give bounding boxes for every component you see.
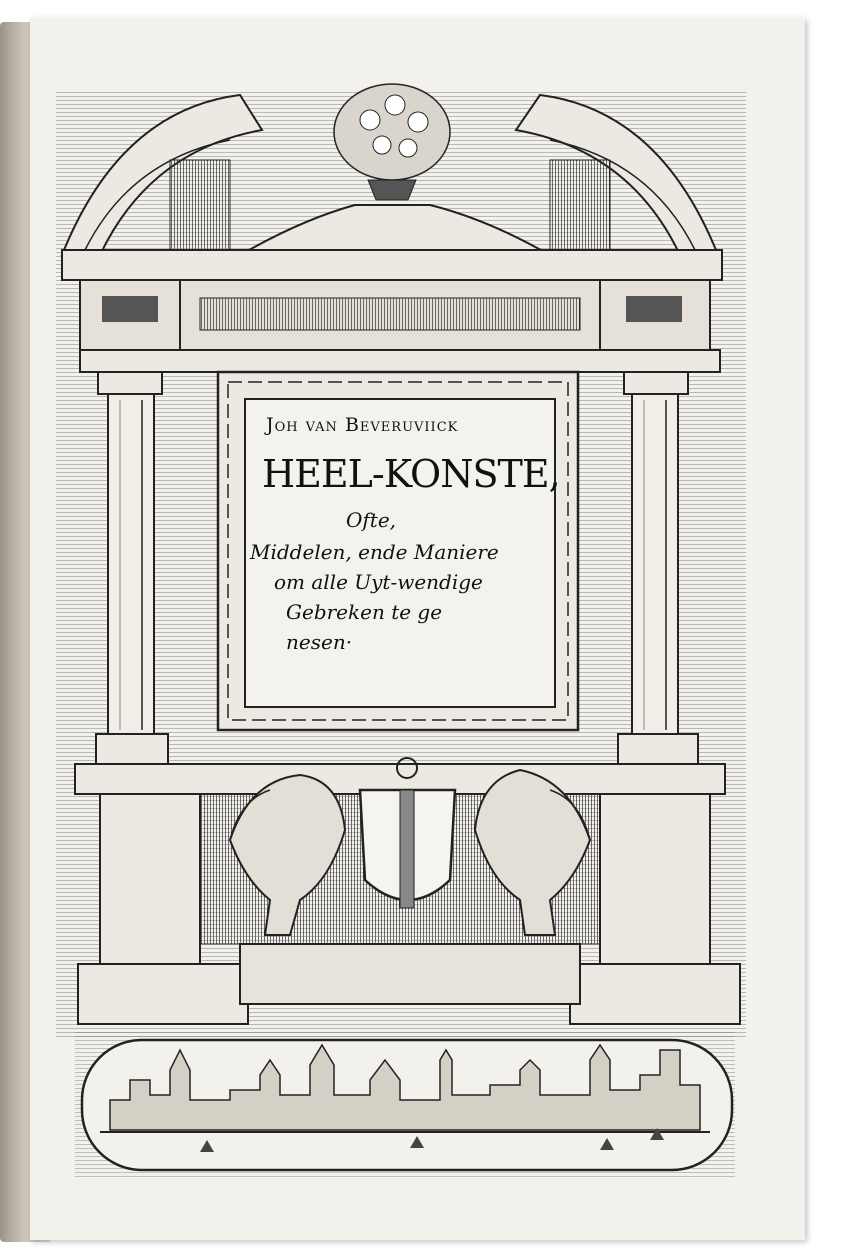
author-name: Joh van Beveruviick bbox=[266, 414, 459, 436]
title-cartouche bbox=[218, 372, 578, 730]
entablature bbox=[62, 250, 722, 372]
title-panel bbox=[244, 398, 560, 708]
subtitle-line-3: Gebreken te ge bbox=[286, 600, 443, 624]
book-title: HEEL-KONSTE, bbox=[262, 452, 560, 496]
subtitle-line-1: Middelen, ende Maniere bbox=[250, 540, 499, 564]
subtitle-line-2: om alle Uyt-wendige bbox=[274, 570, 483, 594]
subtitle-line-4: nesen· bbox=[286, 630, 353, 654]
city-view bbox=[75, 1030, 735, 1180]
subtitle-ofte: Ofte, bbox=[346, 508, 397, 532]
